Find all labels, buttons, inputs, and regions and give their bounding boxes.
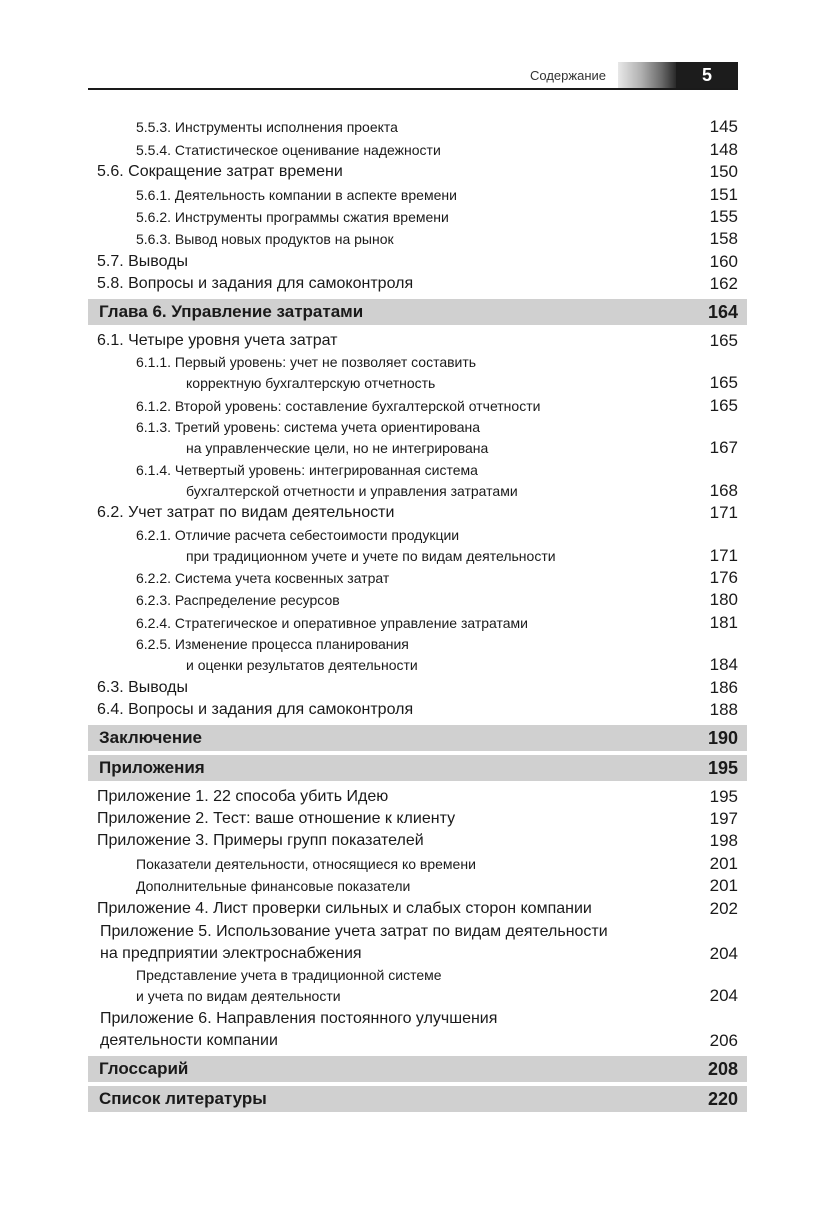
toc-entry-label: Приложение 1. 22 способа убить Идею bbox=[97, 787, 389, 805]
toc-entry-page: 201 bbox=[709, 876, 738, 896]
toc-entry-label: 5.7. Выводы bbox=[97, 252, 189, 270]
toc-entry-line-1: Представление учета в традиционной системе bbox=[136, 967, 442, 984]
toc-entry-page: 188 bbox=[709, 700, 738, 720]
toc-entry-page: 176 bbox=[709, 568, 738, 588]
toc-entry-page: 158 bbox=[709, 229, 738, 249]
toc-entry-label: Приложение 3. Примеры групп показателей bbox=[97, 832, 424, 850]
toc-entry[interactable] bbox=[97, 920, 738, 965]
toc-entry-label: Показатели деятельности, относящиеся ко времени bbox=[136, 855, 476, 872]
toc-entry[interactable] bbox=[97, 524, 738, 567]
toc-entry-label: 6.1. Четыре уровня учета затрат bbox=[97, 331, 338, 349]
toc-entry[interactable] bbox=[97, 161, 738, 183]
toc-entry-label: 5.5.3. Инструменты исполнения проекта bbox=[136, 119, 398, 136]
toc-entry-page: 148 bbox=[709, 139, 738, 159]
toc-entry-page: 150 bbox=[709, 162, 738, 182]
toc-entry-page: 165 bbox=[709, 395, 738, 415]
chapter-title: Заключение bbox=[99, 728, 202, 748]
toc-entry-line-2: на предприятии электроснабжения bbox=[100, 944, 362, 962]
chapter-page: 220 bbox=[707, 1089, 738, 1110]
toc-entry-line-1: Приложение 5. Использование учета затрат по видам деятельности bbox=[100, 922, 608, 940]
chapter-title: Глоссарий bbox=[99, 1059, 189, 1079]
toc-entry-line-2: и учета по видам деятельности bbox=[136, 988, 341, 1005]
chapter-heading[interactable] bbox=[88, 299, 747, 325]
toc-entry-label: 5.6. Сокращение затрат времени bbox=[97, 163, 343, 181]
toc-entry-page: 204 bbox=[709, 943, 738, 963]
toc-entry[interactable] bbox=[97, 352, 738, 395]
toc-entry-page: 145 bbox=[709, 117, 738, 137]
toc-entry-page: 162 bbox=[709, 274, 738, 294]
toc-entry-line-1: 6.1.4. Четвертый уровень: интегрированная система bbox=[136, 461, 478, 478]
page-number: 5 bbox=[676, 62, 738, 88]
toc-entry[interactable] bbox=[97, 852, 738, 874]
toc-entry-label: Приложение 2. Тест: ваше отношение к клиенту bbox=[97, 810, 456, 827]
toc-entry[interactable] bbox=[97, 808, 738, 830]
toc-entry-line-1: 6.2.5. Изменение процесса планирования bbox=[136, 636, 409, 653]
toc-entry-page: 198 bbox=[709, 831, 738, 851]
toc-entry-line-2: корректную бухгалтерскую отчетность bbox=[186, 375, 436, 392]
toc-entry-label bbox=[136, 417, 678, 459]
toc-entry-line-1: 6.2.1. Отличие расчета себестоимости продукции bbox=[136, 526, 460, 543]
table-of-contents bbox=[97, 116, 738, 1116]
toc-entry[interactable] bbox=[97, 228, 738, 250]
toc-entry[interactable] bbox=[97, 785, 738, 807]
toc-entry-label bbox=[136, 634, 678, 676]
chapter-heading[interactable] bbox=[88, 725, 747, 751]
chapter-title: Глава 6. Управление затратами bbox=[99, 302, 364, 322]
toc-entry-label: 6.4. Вопросы и задания для самоконтроля bbox=[97, 701, 414, 719]
toc-entry[interactable] bbox=[97, 459, 738, 502]
toc-entry-page: 201 bbox=[709, 853, 738, 873]
toc-entry[interactable] bbox=[97, 183, 738, 205]
toc-entry[interactable] bbox=[97, 273, 738, 295]
header-rule bbox=[88, 88, 738, 90]
toc-entry-line-1: 6.1.1. Первый уровень: учет не позволяет составить bbox=[136, 354, 477, 371]
chapter-page: 195 bbox=[707, 758, 738, 779]
toc-entry[interactable] bbox=[97, 138, 738, 160]
toc-entry[interactable] bbox=[97, 502, 738, 524]
toc-entry-label bbox=[136, 525, 678, 567]
toc-entry-label: 5.6.1. Деятельность компании в аспекте времени bbox=[136, 186, 457, 203]
toc-entry[interactable] bbox=[97, 329, 738, 351]
toc-entry-line-2: и оценки результатов деятельности bbox=[186, 657, 418, 674]
toc-entry-page: 171 bbox=[709, 545, 738, 565]
toc-entry[interactable] bbox=[97, 116, 738, 138]
toc-entry-line-2: на управленческие цели, но не интегрирована bbox=[186, 440, 489, 457]
toc-entry-label: 5.8. Вопросы и задания для самоконтроля bbox=[97, 275, 414, 293]
chapter-heading[interactable] bbox=[88, 1056, 747, 1082]
toc-entry-line-2: бухгалтерской отчетности и управления затратами bbox=[186, 482, 518, 499]
toc-entry-label: 6.2.4. Стратегическое и оперативное управление затратами bbox=[136, 614, 528, 631]
header-title: Содержание bbox=[530, 68, 606, 83]
toc-entry-page: 167 bbox=[709, 438, 738, 458]
toc-entry-page: 202 bbox=[709, 898, 738, 918]
toc-entry[interactable] bbox=[97, 417, 738, 460]
toc-entry[interactable] bbox=[97, 206, 738, 228]
running-header bbox=[88, 62, 738, 90]
toc-entry-page: 197 bbox=[709, 809, 738, 828]
toc-entry-label bbox=[136, 965, 678, 1007]
toc-entry-label: 6.1.2. Второй уровень: составление бухгалтерской отчетности bbox=[136, 397, 541, 414]
toc-entry-label bbox=[136, 460, 678, 502]
toc-entry[interactable] bbox=[97, 965, 738, 1008]
toc-entry[interactable] bbox=[97, 676, 738, 698]
toc-entry-line-2: деятельности компании bbox=[100, 1032, 278, 1050]
toc-entry-line-1: 6.1.3. Третий уровень: система учета ориентирована bbox=[136, 419, 481, 436]
toc-entry-label: 6.2.3. Распределение ресурсов bbox=[136, 592, 340, 609]
chapter-heading[interactable] bbox=[88, 755, 747, 781]
toc-entry-page: 155 bbox=[709, 206, 738, 226]
toc-entry[interactable] bbox=[97, 589, 738, 611]
toc-entry[interactable] bbox=[97, 1007, 738, 1052]
chapter-heading[interactable] bbox=[88, 1086, 747, 1112]
toc-entry-label: 5.6.2. Инструменты программы сжатия времени bbox=[136, 208, 449, 225]
toc-entry-page: 168 bbox=[709, 480, 738, 500]
toc-entry[interactable] bbox=[97, 875, 738, 897]
toc-entry-label: Дополнительные финансовые показатели bbox=[136, 878, 411, 895]
toc-entry-page: 180 bbox=[709, 590, 738, 610]
header-gradient-bar bbox=[618, 62, 676, 88]
toc-entry[interactable] bbox=[97, 250, 738, 272]
chapter-page: 208 bbox=[707, 1059, 738, 1080]
toc-entry[interactable] bbox=[97, 611, 738, 633]
toc-entry-page: 195 bbox=[709, 786, 738, 806]
toc-entry-label: 6.2. Учет затрат по видам деятельности bbox=[97, 504, 395, 522]
toc-entry-page: 171 bbox=[709, 503, 738, 523]
toc-entry-page: 181 bbox=[709, 612, 738, 632]
toc-entry-page: 186 bbox=[709, 677, 738, 697]
toc-entry-label bbox=[136, 352, 678, 394]
toc-entry-page: 151 bbox=[709, 184, 738, 204]
toc-entry[interactable] bbox=[97, 567, 738, 589]
toc-entry-page: 206 bbox=[709, 1031, 738, 1051]
toc-entry-label: 5.6.3. Вывод новых продуктов на рынок bbox=[136, 231, 394, 248]
toc-entry-page: 160 bbox=[709, 251, 738, 271]
toc-entry-page: 165 bbox=[709, 330, 738, 350]
chapter-page: 164 bbox=[707, 302, 738, 323]
toc-entry-label: 6.2.2. Система учета косвенных затрат bbox=[136, 570, 390, 587]
toc-entry-label bbox=[100, 921, 678, 965]
chapter-page: 190 bbox=[707, 728, 738, 749]
toc-entry-label: 5.5.4. Статистическое оценивание надежности bbox=[136, 141, 441, 158]
toc-entry-line-2: при традиционном учете и учете по видам деятельности bbox=[186, 547, 556, 564]
toc-entry-label: 6.3. Выводы bbox=[97, 678, 189, 696]
toc-entry-page: 184 bbox=[709, 655, 738, 675]
toc-entry[interactable] bbox=[97, 394, 738, 416]
toc-entry[interactable] bbox=[97, 699, 738, 721]
toc-entry[interactable] bbox=[97, 830, 738, 852]
chapter-title: Приложения bbox=[99, 758, 205, 778]
toc-entry-line-1: Приложение 6. Направления постоянного улучшения bbox=[100, 1010, 498, 1028]
toc-entry-page: 204 bbox=[709, 986, 738, 1006]
toc-entry-page: 165 bbox=[709, 373, 738, 393]
toc-entry-label: Приложение 4. Лист проверки сильных и слабых сторон компании bbox=[97, 899, 592, 917]
chapter-title: Список литературы bbox=[99, 1089, 267, 1109]
toc-entry[interactable] bbox=[97, 634, 738, 677]
toc-entry-label bbox=[100, 1008, 678, 1052]
toc-entry[interactable] bbox=[97, 897, 738, 919]
